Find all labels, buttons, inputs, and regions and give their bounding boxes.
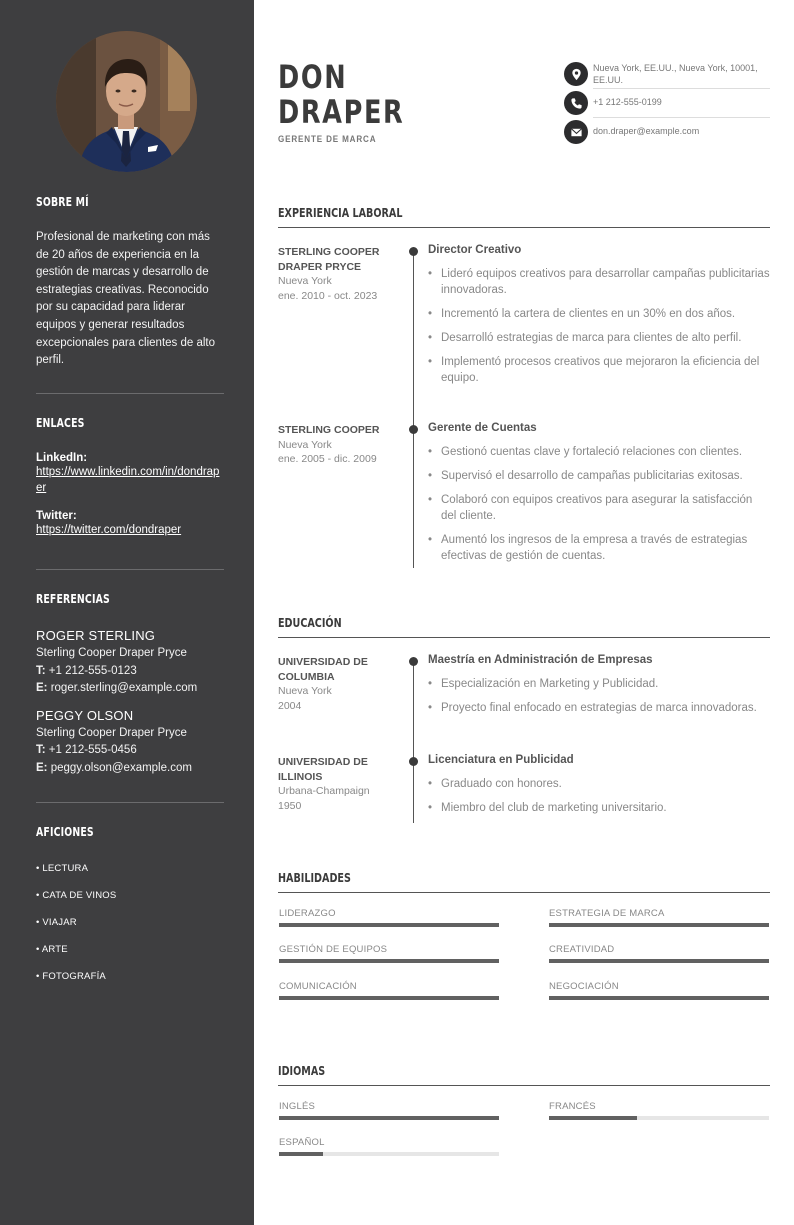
education-entry-meta [278, 755, 398, 813]
phone-prefix: T: [36, 744, 46, 756]
entry-role: Director Creativo [428, 244, 522, 256]
contact-phone-text: +1 212-555-0199 [593, 97, 662, 107]
entry-bullets [428, 266, 770, 386]
skill-item [549, 981, 769, 1000]
skill-name: CREATIVIDAD [549, 944, 615, 955]
section-rule [278, 892, 770, 893]
timeline-dot [409, 757, 418, 766]
experience-entry-meta [278, 423, 398, 467]
education-entry-details [428, 654, 770, 724]
entry-role: Licenciatura en Publicidad [428, 754, 574, 766]
entry-organization: UNIVERSIDAD DE ILLINOIS [278, 756, 368, 783]
envelope-icon [564, 120, 588, 144]
job-title: GERENTE DE MARCA [278, 134, 377, 145]
reference-item [36, 628, 224, 698]
skill-item [279, 944, 499, 963]
entry-bullets [428, 444, 770, 564]
timeline-line [413, 662, 414, 823]
entry-organization: STERLING COOPER DRAPER PRYCE [278, 246, 380, 273]
skill-bar [549, 923, 769, 927]
phone-icon [564, 91, 588, 115]
language-bar [279, 1152, 499, 1156]
entry-bullets [428, 676, 770, 716]
references-section [36, 592, 224, 777]
skill-bar [549, 996, 769, 1000]
hobby-item: • CATA DE VINOS [36, 890, 117, 901]
reference-name: PEGGY OLSON [36, 707, 134, 723]
email-prefix: E: [36, 761, 48, 774]
about-text: Profesional de marketing con más de 20 años de experiencia en la gestión de marcas y desarrollo de estrategias creativas. Reconocido por su capacidad para liderar equipos y generar resultados excepcionales para clientes de alto perfil. [36, 231, 216, 367]
sidebar-divider [36, 393, 224, 394]
language-item [549, 1101, 769, 1120]
list-item: • Incrementó la cartera de clientes en un 30% en dos años. [428, 306, 770, 322]
contact-divider [593, 88, 770, 89]
hobbies-section [36, 825, 224, 998]
reference-email [36, 680, 224, 698]
entry-role: Gerente de Cuentas [428, 422, 537, 434]
experience-entry-details [428, 422, 770, 572]
timeline-dot [409, 657, 418, 666]
link-url-twitter[interactable]: https://twitter.com/dondraper [36, 524, 182, 536]
last-name: DRAPER [278, 93, 405, 131]
language-name: FRANCÉS [549, 1101, 596, 1112]
skill-item [279, 908, 499, 927]
skill-bar [279, 923, 499, 927]
skill-item [549, 908, 769, 927]
experience-entry-details [428, 244, 770, 394]
list-item: • Miembro del club de marketing universitario. [428, 800, 770, 816]
entry-dates: ene. 2010 - oct. 2023 [278, 289, 378, 302]
entry-location: Urbana-Champaign [278, 785, 370, 797]
portrait-image [56, 31, 197, 172]
entry-organization: STERLING COOPER [278, 424, 380, 436]
language-bar-fill [279, 1116, 499, 1120]
reference-email-value: roger.sterling@example.com [50, 682, 198, 694]
entry-dates: 1950 [278, 799, 302, 812]
entry-location: Nueva York [278, 438, 332, 451]
link-linkedin [36, 452, 224, 496]
contact-address-text: Nueva York, EE.UU., Nueva York, 10001, EE.UU. [593, 63, 758, 85]
education-title: EDUCACIÓN [278, 616, 342, 630]
list-item: • Especialización en Marketing y Publicidad. [428, 676, 770, 692]
skill-item [279, 981, 499, 1000]
reference-item [36, 708, 224, 778]
list-item: • Lideró equipos creativos para desarrollar campañas publicitarias innovadoras. [428, 266, 770, 298]
section-rule [278, 1085, 770, 1086]
phone-prefix: T: [36, 664, 46, 677]
timeline-line [413, 252, 414, 568]
list-item: • Proyecto final enfocado en estrategias de marca innovadoras. [428, 700, 770, 716]
reference-phone [36, 742, 224, 760]
skill-name: LIDERAZGO [279, 908, 336, 919]
list-item: • Desarrolló estrategias de marca para clientes de alto perfil. [428, 330, 770, 346]
language-bar [279, 1116, 499, 1120]
sidebar-divider [36, 569, 224, 570]
skill-bar [279, 959, 499, 963]
contact-email-text: don.draper@example.com [593, 126, 700, 136]
language-name: ESPAÑOL [279, 1137, 325, 1148]
skill-name: ESTRATEGIA DE MARCA [549, 908, 665, 919]
link-label-linkedin: LinkedIn: [36, 452, 88, 464]
email-prefix: E: [36, 682, 48, 694]
entry-role: Maestría en Administración de Empresas [428, 654, 653, 666]
hobbies-list [36, 863, 224, 998]
hobby-item: • FOTOGRAFÍA [36, 971, 106, 982]
languages-title: IDIOMAS [278, 1064, 326, 1078]
skills-title: HABILIDADES [278, 871, 351, 885]
reference-phone [36, 663, 224, 681]
language-bar [549, 1116, 769, 1120]
entry-dates: 2004 [278, 699, 302, 712]
link-twitter [36, 510, 224, 538]
entry-location: Nueva York [278, 275, 332, 287]
list-item: • Gestionó cuentas clave y fortaleció relaciones con clientes. [428, 444, 770, 460]
reference-name: ROGER STERLING [36, 628, 156, 643]
contact-phone [564, 91, 770, 115]
skill-bar-fill [549, 959, 769, 963]
link-url-linkedin[interactable]: https://www.linkedin.com/in/dondraper [36, 466, 220, 494]
contact-address [564, 62, 770, 86]
entry-bullets [428, 776, 770, 816]
list-item: • Graduado con honores. [428, 776, 770, 792]
hobbies-title: AFICIONES [36, 825, 94, 839]
sidebar [0, 0, 254, 1225]
skill-bar-fill [279, 923, 499, 927]
skill-item [549, 944, 769, 963]
contact-email [564, 120, 770, 144]
contact-divider [593, 117, 770, 118]
list-item: • Colaboró con equipos creativos para asegurar la satisfacción del cliente. [428, 492, 770, 524]
section-rule [278, 637, 770, 638]
reference-phone-value: +1 212-555-0123 [48, 664, 137, 677]
full-name [278, 60, 404, 130]
reference-company: Sterling Cooper Draper Pryce [36, 647, 187, 659]
location-pin-icon [564, 62, 588, 86]
about-section [36, 195, 224, 370]
education-entry-details [428, 754, 770, 824]
timeline-dot [409, 247, 418, 256]
links-title: ENLACES [36, 416, 85, 430]
hobby-item: • LECTURA [36, 863, 89, 874]
education-entry-meta [278, 655, 398, 713]
links-section [36, 416, 224, 538]
skill-bar [549, 959, 769, 963]
skill-bar-fill [549, 923, 769, 927]
reference-phone-value: +1 212-555-0456 [48, 744, 137, 756]
skill-name: COMUNICACIÓN [279, 981, 357, 992]
entry-organization: UNIVERSIDAD DE COLUMBIA [278, 656, 368, 683]
language-item [279, 1101, 499, 1120]
section-rule [278, 227, 770, 228]
reference-email [36, 760, 224, 778]
list-item: • Aumentó los ingresos de la empresa a través de estrategias efectivas de gestión de cuentas. [428, 532, 770, 564]
references-title: REFERENCIAS [36, 592, 110, 606]
link-label-twitter: Twitter: [36, 510, 77, 522]
skill-bar [279, 996, 499, 1000]
skill-name: GESTIÓN DE EQUIPOS [279, 944, 388, 955]
language-item [279, 1137, 499, 1156]
entry-dates: ene. 2005 - dic. 2009 [278, 453, 377, 465]
skill-bar-fill [279, 996, 499, 1000]
skill-name: NEGOCIACIÓN [549, 981, 619, 992]
entry-location: Nueva York [278, 685, 332, 697]
profile-photo [56, 31, 197, 172]
first-name: DON [278, 58, 348, 96]
hobby-item: • ARTE [36, 944, 68, 955]
sidebar-divider [36, 802, 224, 803]
experience-entry-meta [278, 245, 398, 303]
experience-title: EXPERIENCIA LABORAL [278, 206, 403, 220]
timeline-dot [409, 425, 418, 434]
about-title: SOBRE MÍ [36, 195, 89, 209]
skill-bar-fill [549, 996, 769, 1000]
list-item: • Implementó procesos creativos que mejoraron la eficiencia del equipo. [428, 354, 770, 386]
reference-email-value: peggy.olson@example.com [50, 761, 192, 774]
skill-bar-fill [279, 959, 499, 963]
language-bar-fill [549, 1116, 637, 1120]
list-item: • Supervisó el desarrollo de campañas publicitarias exitosas. [428, 468, 770, 484]
hobby-item: • VIAJAR [36, 917, 77, 928]
language-bar-fill [279, 1152, 323, 1156]
language-name: INGLÉS [279, 1101, 316, 1112]
reference-company: Sterling Cooper Draper Pryce [36, 726, 187, 739]
